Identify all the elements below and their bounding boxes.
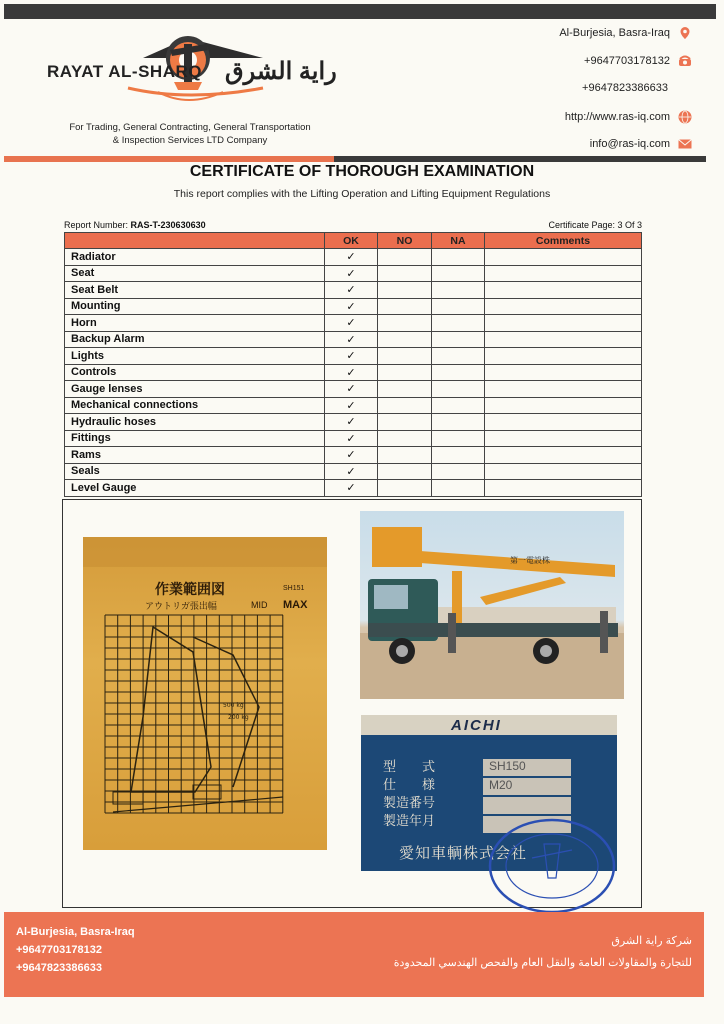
- row-comments-cell: [485, 364, 642, 381]
- row-ok-cell: ✓: [325, 265, 378, 282]
- working-range-chart-photo: [83, 537, 327, 850]
- contact-phone-2-text[interactable]: +9647823386633: [582, 82, 668, 94]
- table-row: [65, 249, 642, 266]
- brand-name-en: RAYAT AL-SHARQ: [47, 62, 202, 81]
- truck-boom-label: 第一電設株: [510, 556, 550, 565]
- table-row: [65, 315, 642, 332]
- row-na-cell: [432, 331, 485, 348]
- row-ok-cell: ✓: [325, 414, 378, 431]
- table-header-row: [65, 233, 642, 249]
- table-row: [65, 265, 642, 282]
- svg-text:200 kg: 200 kg: [228, 714, 249, 721]
- row-item-label: Horn: [65, 315, 325, 332]
- row-no-cell: [378, 463, 432, 480]
- certificate-page: Certificate Page: 3 Of 3: [548, 220, 642, 230]
- footer-description-ar: للتجارة والمقاولات العامة والنقل العام والفحص الهندسي المحدودة: [393, 957, 692, 969]
- chart-mid-label: MID: [251, 600, 268, 610]
- table-row: [65, 463, 642, 480]
- footer-company-ar: شركة راية الشرق: [611, 935, 692, 947]
- row-no-cell: [378, 348, 432, 365]
- row-item-label: Fittings: [65, 430, 325, 447]
- plate-value-serial: [483, 797, 571, 814]
- row-na-cell: [432, 364, 485, 381]
- brand-name-ar: راية الشرق: [225, 58, 337, 85]
- table-row: [65, 447, 642, 464]
- inspection-table: [64, 232, 642, 497]
- row-na-cell: [432, 463, 485, 480]
- row-comments-cell: [485, 265, 642, 282]
- row-na-cell: [432, 265, 485, 282]
- contact-email-text[interactable]: info@ras-iq.com: [589, 138, 670, 150]
- table-row: [65, 348, 642, 365]
- contact-website[interactable]: [565, 110, 692, 124]
- svg-text:500 kg: 500 kg: [223, 702, 244, 709]
- table-row: [65, 397, 642, 414]
- row-no-cell: [378, 249, 432, 266]
- contact-website-text[interactable]: http://www.ras-iq.com: [564, 111, 670, 123]
- phone-icon: [678, 54, 692, 68]
- row-comments-cell: [485, 430, 642, 447]
- chart-title: 作業範囲図: [155, 582, 225, 598]
- row-na-cell: [432, 315, 485, 332]
- row-no-cell: [378, 447, 432, 464]
- header-divider-dark: [334, 156, 706, 162]
- row-item-label: Mounting: [65, 298, 325, 315]
- report-number: [64, 220, 206, 230]
- column-header-no: NO: [378, 233, 432, 249]
- row-item-label: Seat Belt: [65, 282, 325, 299]
- plate-label-model: 型 式: [383, 760, 436, 775]
- row-no-cell: [378, 430, 432, 447]
- row-ok-cell: ✓: [325, 298, 378, 315]
- row-na-cell: [432, 298, 485, 315]
- report-number-label: Report Number:: [64, 220, 129, 230]
- column-header-comments: Comments: [485, 233, 642, 249]
- row-item-label: Mechanical connections: [65, 397, 325, 414]
- header-divider-orange: [4, 156, 334, 162]
- row-item-label: Seals: [65, 463, 325, 480]
- row-item-label: Lights: [65, 348, 325, 365]
- row-ok-cell: ✓: [325, 315, 378, 332]
- row-item-label: Hydraulic hoses: [65, 414, 325, 431]
- row-comments-cell: [485, 331, 642, 348]
- contact-phone-1[interactable]: [584, 54, 692, 68]
- row-comments-cell: [485, 414, 642, 431]
- row-comments-cell: [485, 381, 642, 398]
- row-item-label: Level Gauge: [65, 480, 325, 497]
- row-item-label: Radiator: [65, 249, 325, 266]
- company-tagline: [30, 121, 350, 147]
- plate-label-date: 製造年月: [383, 814, 436, 829]
- row-ok-cell: ✓: [325, 348, 378, 365]
- row-no-cell: [378, 397, 432, 414]
- email-icon: [678, 137, 692, 151]
- globe-icon: [678, 110, 692, 124]
- row-ok-cell: ✓: [325, 480, 378, 497]
- row-na-cell: [432, 430, 485, 447]
- plate-maker: 愛知車輌株式会社: [399, 844, 528, 862]
- row-comments-cell: [485, 480, 642, 497]
- plate-value-model: SH150: [483, 759, 571, 776]
- row-comments-cell: [485, 447, 642, 464]
- row-comments-cell: [485, 298, 642, 315]
- table-row: [65, 381, 642, 398]
- location-pin-icon: [678, 26, 692, 40]
- row-comments-cell: [485, 397, 642, 414]
- row-na-cell: [432, 480, 485, 497]
- column-header-ok: OK: [325, 233, 378, 249]
- contact-email[interactable]: [590, 137, 692, 151]
- footer-address: Al-Burjesia, Basra-Iraq: [16, 926, 135, 938]
- contact-phone-1-text[interactable]: +9647703178132: [584, 55, 670, 67]
- row-ok-cell: ✓: [325, 463, 378, 480]
- plate-label-serial: 製造番号: [383, 796, 436, 811]
- row-item-label: Gauge lenses: [65, 381, 325, 398]
- row-comments-cell: [485, 463, 642, 480]
- row-item-label: Controls: [65, 364, 325, 381]
- row-na-cell: [432, 414, 485, 431]
- row-na-cell: [432, 282, 485, 299]
- row-no-cell: [378, 414, 432, 431]
- row-na-cell: [432, 447, 485, 464]
- tagline-line-1: For Trading, General Contracting, General Transportation: [69, 122, 311, 133]
- contact-address-text: Al-Burjesia, Basra-Iraq: [559, 27, 670, 39]
- row-ok-cell: ✓: [325, 397, 378, 414]
- document-subtitle: This report complies with the Lifting Operation and Lifting Equipment Regulations: [173, 188, 551, 200]
- row-comments-cell: [485, 315, 642, 332]
- footer-phone-1[interactable]: +9647703178132: [16, 944, 102, 956]
- row-comments-cell: [485, 348, 642, 365]
- plate-label-spec: 仕 様: [383, 778, 436, 793]
- row-no-cell: [378, 315, 432, 332]
- plate-brand: AICHI: [451, 717, 502, 734]
- truck-drawing: [360, 511, 624, 699]
- table-row: [65, 414, 642, 431]
- plate-field-labels: [383, 759, 435, 831]
- row-na-cell: [432, 348, 485, 365]
- row-na-cell: [432, 249, 485, 266]
- row-item-label: Seat: [65, 265, 325, 282]
- document-title: CERTIFICATE OF THOROUGH EXAMINATION: [189, 163, 535, 180]
- contact-phone-2[interactable]: [582, 82, 668, 94]
- row-na-cell: [432, 397, 485, 414]
- row-item-label: Backup Alarm: [65, 331, 325, 348]
- row-no-cell: [378, 265, 432, 282]
- column-header-na: NA: [432, 233, 485, 249]
- row-no-cell: [378, 480, 432, 497]
- top-bar: [4, 4, 716, 19]
- row-na-cell: [432, 381, 485, 398]
- row-no-cell: [378, 282, 432, 299]
- row-ok-cell: ✓: [325, 447, 378, 464]
- tagline-line-2: & Inspection Services LTD Company: [112, 135, 268, 146]
- row-no-cell: [378, 381, 432, 398]
- row-ok-cell: ✓: [325, 364, 378, 381]
- table-row: [65, 430, 642, 447]
- row-ok-cell: ✓: [325, 331, 378, 348]
- row-ok-cell: ✓: [325, 381, 378, 398]
- row-no-cell: [378, 298, 432, 315]
- aerial-lift-truck-photo: [360, 511, 624, 699]
- plate-value-spec: M20: [483, 778, 571, 795]
- table-row: [65, 364, 642, 381]
- chart-model-label: SH151: [283, 585, 305, 592]
- row-no-cell: [378, 331, 432, 348]
- table-row: [65, 331, 642, 348]
- row-ok-cell: ✓: [325, 282, 378, 299]
- table-row: [65, 480, 642, 497]
- row-ok-cell: ✓: [325, 249, 378, 266]
- chart-subtitle: アウトリガ張出幅: [145, 602, 217, 612]
- column-header-item: [65, 233, 325, 249]
- chart-max-label: MAX: [283, 599, 308, 611]
- footer-phone-2[interactable]: +9647823386633: [16, 962, 102, 974]
- table-row: [65, 298, 642, 315]
- row-comments-cell: [485, 249, 642, 266]
- contact-address: [559, 26, 692, 40]
- footer-bar: [4, 912, 704, 997]
- row-comments-cell: [485, 282, 642, 299]
- report-number-value: RAS-T-230630630: [130, 220, 206, 230]
- table-row: [65, 282, 642, 299]
- row-item-label: Rams: [65, 447, 325, 464]
- row-no-cell: [378, 364, 432, 381]
- company-stamp: [488, 818, 616, 914]
- row-ok-cell: ✓: [325, 430, 378, 447]
